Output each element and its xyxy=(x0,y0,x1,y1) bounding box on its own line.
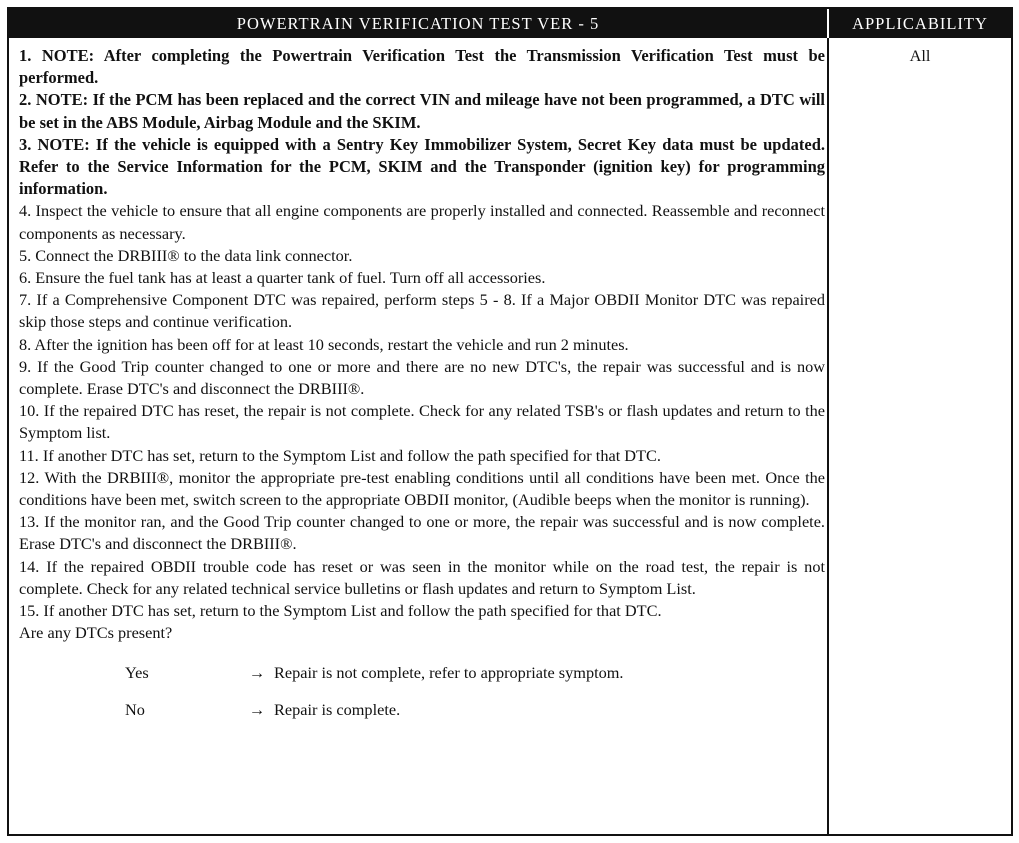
question: Are any DTCs present? xyxy=(19,623,173,643)
applicability-header: APPLICABILITY xyxy=(829,9,1011,38)
answer-yes xyxy=(19,654,825,691)
note-3: 3. NOTE: If the vehicle is equipped with a Sentry Key Immobilizer System, Secret Key data must be updated. Refer to the Service Information for the PCM, SKIM and the Transponder (ignition key) for programming information. xyxy=(19,134,825,199)
step-12: 12. With the DRBIII®, monitor the appropriate pre-test enabling conditions until all conditions have been met. Once the conditions have been met, switch screen to the appropriate OBDII monitor, (Audible beeps when the monitor is running). xyxy=(19,467,825,510)
answer-yes-text: Repair is not complete, refer to appropriate symptom. xyxy=(274,663,624,683)
step-10: 10. If the repaired DTC has reset, the repair is not complete. Check for any related TSB's or flash updates and return to the Symptom list. xyxy=(19,401,825,443)
answer-list xyxy=(19,654,825,728)
step-7: 7. If a Comprehensive Component DTC was repaired, perform steps 5 - 8. If a Major OBDII Monitor DTC was repaired skip those steps and continue verification. xyxy=(19,290,825,332)
applicability-value: All xyxy=(909,46,931,65)
step-6: 6. Ensure the fuel tank has at least a quarter tank of fuel. Turn off all accessories. xyxy=(19,268,546,288)
step-9: 9. If the Good Trip counter changed to one or more and there are no new DTC's, the repair was successful and is now complete. Erase DTC's and disconnect the DRBIII®. xyxy=(19,356,825,399)
arrow-right-icon: → xyxy=(248,663,266,683)
arrow-right-icon: → xyxy=(248,700,266,720)
answer-no-label: No xyxy=(125,700,145,720)
note-2: 2. NOTE: If the PCM has been replaced and the correct VIN and mileage have not been programmed, a DTC will be set in the ABS Module, Airbag Module and the SKIM. xyxy=(19,90,825,132)
answer-yes-label: Yes xyxy=(125,663,149,683)
answer-no-text: Repair is complete. xyxy=(274,700,401,720)
step-8: 8. After the ignition has been off for at least 10 seconds, restart the vehicle and run 2 minutes. xyxy=(19,334,629,354)
step-14: 14. If the repaired OBDII trouble code has reset or was seen in the monitor while on the road test, the repair is not complete. Check for any related technical service bulletins or flash updates and return to Symptom List. xyxy=(19,556,825,598)
procedure-body xyxy=(19,45,825,728)
note-1: 1. NOTE: After completing the Powertrain Verification Test the Transmission Verification Test must be performed. xyxy=(19,46,825,88)
step-13: 13. If the monitor ran, and the Good Trip counter changed to one or more, the repair was successful and is now complete. Erase DTC's and disconnect the DRBIII®. xyxy=(19,512,825,554)
test-procedure-table xyxy=(7,7,1013,836)
step-11: 11. If another DTC has set, return to the Symptom List and follow the path specified for that DTC. xyxy=(19,445,661,465)
step-15: 15. If another DTC has set, return to the Symptom List and follow the path specified for that DTC. xyxy=(19,601,662,621)
step-4: 4. Inspect the vehicle to ensure that all engine components are properly installed and connected. Reassemble and reconnect components as necessary. xyxy=(19,201,825,243)
step-5: 5. Connect the DRBIII® to the data link connector. xyxy=(19,245,353,265)
table-title: POWERTRAIN VERIFICATION TEST VER - 5 xyxy=(9,9,827,38)
column-divider xyxy=(827,38,829,834)
answer-no xyxy=(19,691,825,728)
